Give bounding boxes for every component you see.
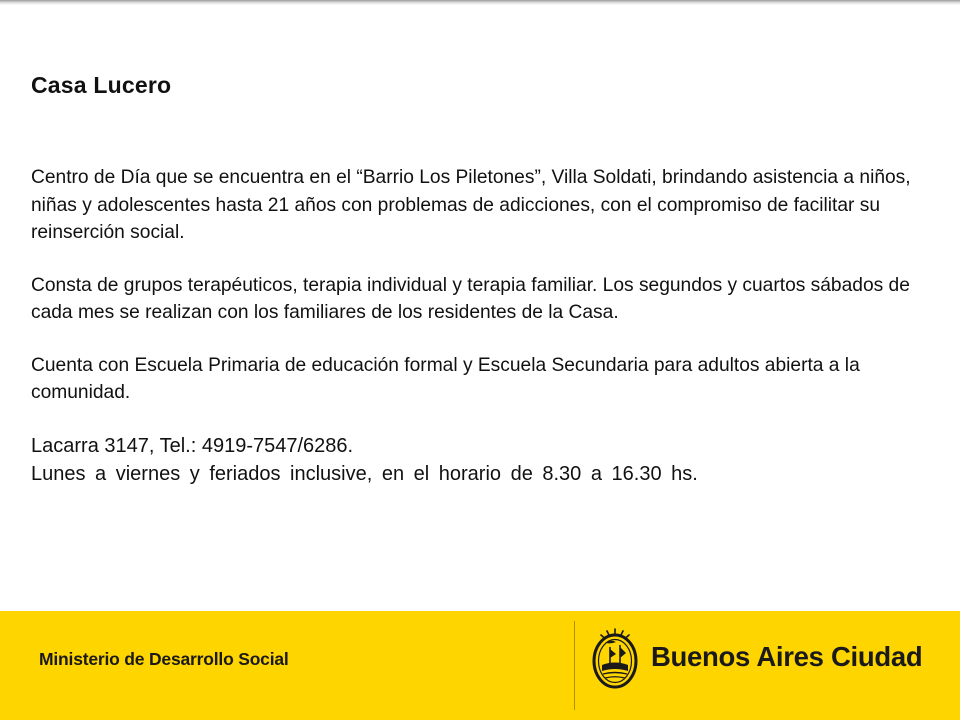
slide-title: Casa Lucero bbox=[31, 72, 172, 98]
opening-hours-line: Lunes a viernes y feriados inclusive, en el horario de 8.30 a 16.30 hs. bbox=[31, 463, 698, 485]
ministry-label: Ministerio de Desarrollo Social bbox=[39, 649, 289, 669]
slide-body bbox=[31, 164, 911, 514]
footer-divider bbox=[574, 621, 575, 710]
address-phone-line: Lacarra 3147, Tel.: 4919-7547/6286. bbox=[31, 434, 354, 457]
city-brand-label: Buenos Aires Ciudad bbox=[651, 641, 923, 672]
city-coat-of-arms-icon bbox=[591, 627, 639, 691]
footer-band bbox=[0, 611, 960, 720]
contact-block bbox=[31, 432, 911, 489]
top-edge-shadow bbox=[0, 0, 960, 5]
education-paragraph: Cuenta con Escuela Primaria de educación formal y Escuela Secundaria para adultos abierta a la comunidad. bbox=[31, 354, 860, 403]
services-paragraph: Consta de grupos terapéuticos, terapia individual y terapia familiar. Los segundos y cuartos sábados de cada mes se realizan con los familiares de los residentes de la Casa. bbox=[31, 274, 910, 323]
description-paragraph: Centro de Día que se encuentra en el “Barrio Los Piletones”, Villa Soldati, brindando asistencia a niños, niñas y adolescentes hasta 21 años con problemas de adicciones, con el compromiso de facilitar su reinserción social. bbox=[31, 167, 911, 243]
